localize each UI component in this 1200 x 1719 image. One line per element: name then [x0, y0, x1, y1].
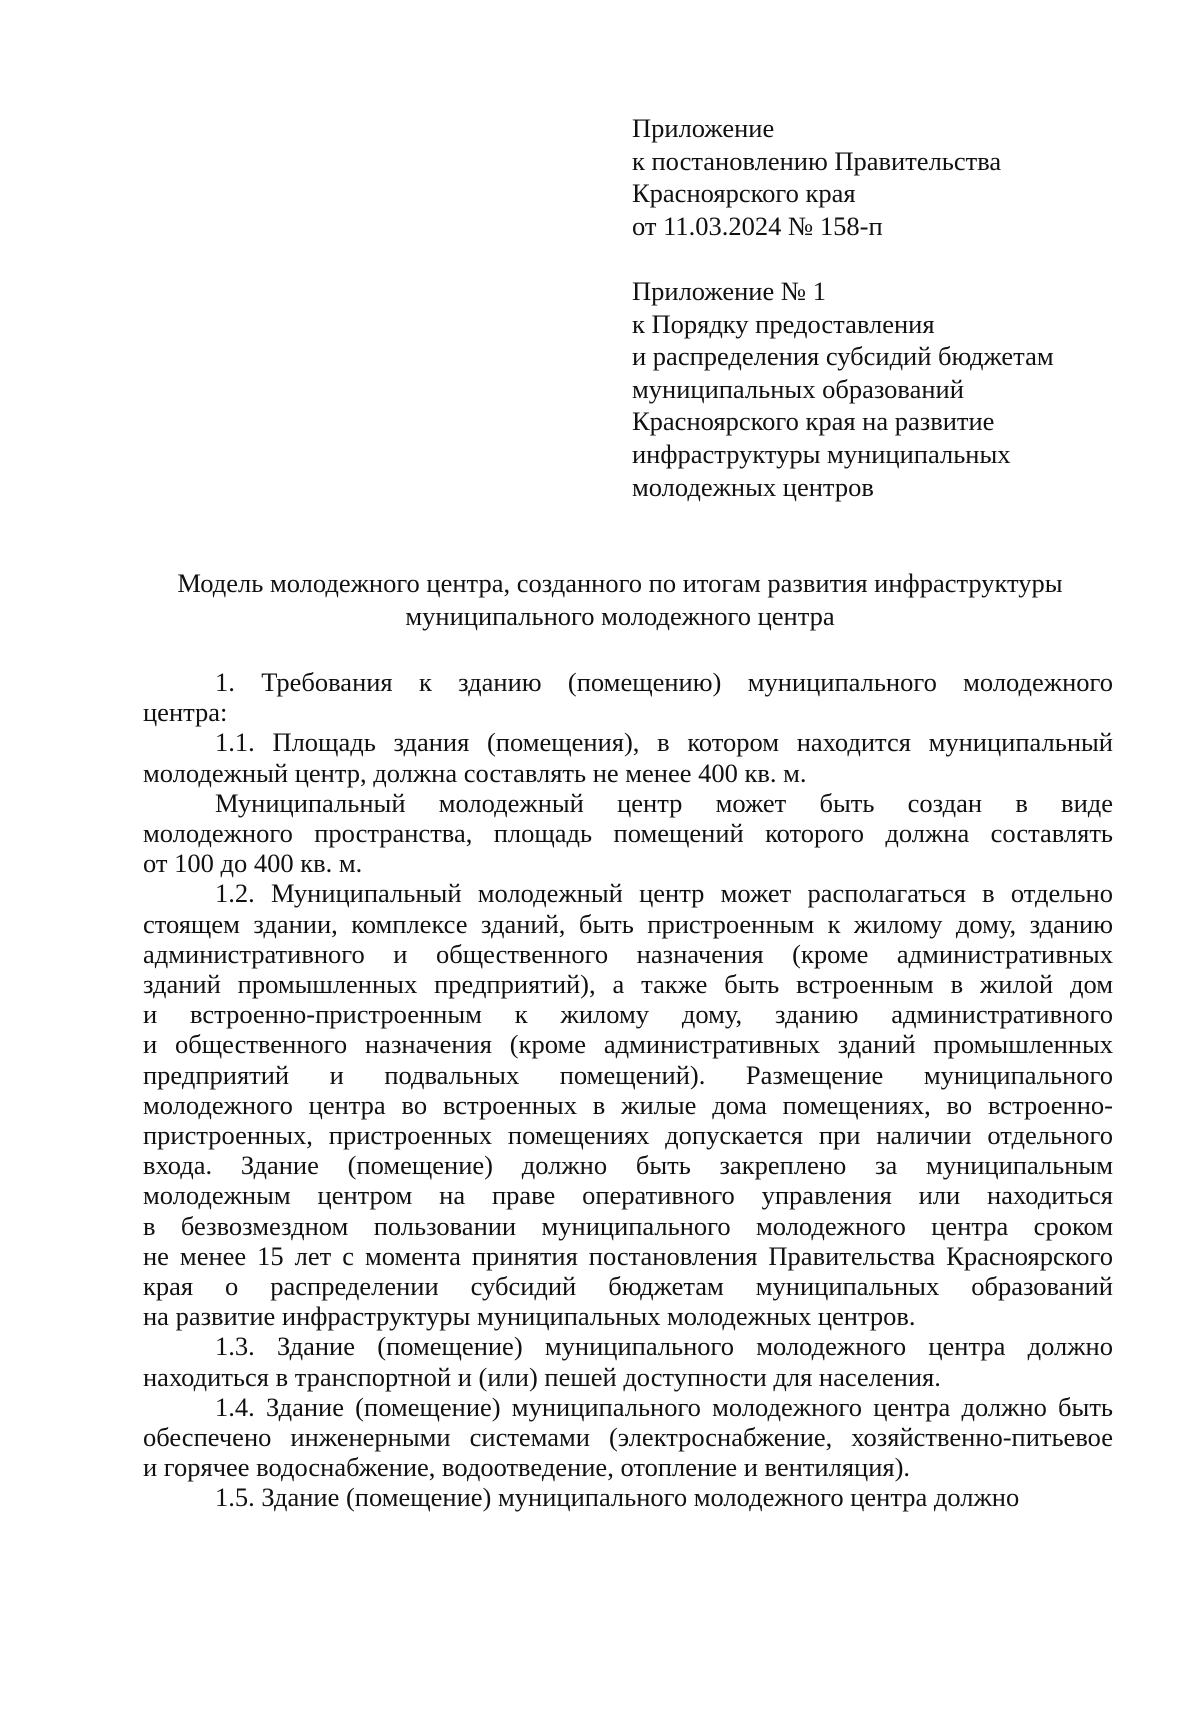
appendix-line: Красноярского края: [632, 178, 856, 209]
paragraph-line: не менее 15 лет с момента принятия постановления Правительства Красноярского: [143, 1240, 1113, 1271]
appendix-line: от 11.03.2024 № 158-п: [632, 210, 883, 241]
appendix-sub-line: молодежных центров: [632, 471, 874, 502]
paragraph: [143, 1482, 1113, 1512]
paragraph-line: молодежного центра во встроенных в жилые дома помещениях, во встроенно-: [143, 1089, 1113, 1120]
paragraph-line: зданий промышленных предприятий), а также быть встроенным в жилой дом: [143, 969, 1113, 1000]
paragraph: [143, 878, 1113, 1331]
paragraph-line: от 100 до 400 кв. м.: [143, 848, 363, 879]
paragraph-line: пристроенных, пристроенных помещениях допускается при наличии отдельного: [143, 1120, 1113, 1151]
paragraph-line: входа. Здание (помещение) должно быть закреплено за муниципальным: [143, 1150, 1113, 1181]
appendix-line: к постановлению Правительства: [632, 145, 1002, 176]
appendix-line: Приложение: [632, 113, 775, 143]
paragraph-line: молодежный центр, должна составлять не менее 400 кв. м.: [143, 757, 807, 788]
paragraph: [143, 1392, 1113, 1483]
paragraph-line: на развитие инфраструктуры муниципальных молодежных центров.: [143, 1301, 916, 1332]
paragraph-line: предприятий и подвальных помещений). Размещение муниципального: [143, 1059, 1113, 1090]
paragraph-line: центра:: [143, 697, 228, 728]
paragraph: [143, 788, 1113, 879]
paragraph-line: Муниципальный молодежный центр может быть создан в виде: [215, 787, 1113, 818]
paragraph-line: 1.2. Муниципальный молодежный центр может располагаться в отдельно: [215, 878, 1113, 909]
paragraph-line: 1.5. Здание (помещение) муниципального молодежного центра должно: [215, 1482, 1020, 1513]
appendix-header: [632, 112, 1001, 242]
paragraph-line: края о распределении субсидий бюджетам муниципальных образований: [143, 1271, 1113, 1302]
appendix-subheader: [632, 275, 1054, 503]
paragraph-line: и горячее водоснабжение, водоотведение, отопление и вентиляция).: [143, 1452, 911, 1483]
appendix-sub-line: Приложение № 1: [632, 276, 827, 306]
paragraph-line: в безвозмездном пользовании муниципального молодежного центра сроком: [143, 1210, 1113, 1241]
document-title: [140, 567, 1100, 633]
document-body: [143, 667, 1113, 1513]
paragraph-line: и встроенно-пристроенным к жилому дому, зданию административного: [143, 999, 1113, 1030]
paragraph: [143, 1331, 1113, 1391]
appendix-sub-line: к Порядку предоставления: [632, 308, 935, 339]
title-line: Модель молодежного центра, созданного по итогам развития инфраструктуры: [177, 568, 1063, 598]
paragraph-line: и общественного назначения (кроме административных зданий промышленных: [143, 1029, 1113, 1060]
appendix-sub-line: и распределения субсидий бюджетам: [632, 341, 1054, 372]
paragraph-line: 1.1. Площадь здания (помещения), в котором находится муниципальный: [215, 727, 1113, 758]
paragraph-line: находиться в транспортной и (или) пешей доступности для населения.: [143, 1361, 941, 1392]
paragraph-line: административного и общественного назначения (кроме административных: [143, 938, 1113, 969]
paragraph-line: молодежным центром на праве оперативного управления или находиться: [143, 1180, 1113, 1211]
title-line: муниципального молодежного центра: [405, 601, 835, 631]
paragraph-line: 1.4. Здание (помещение) муниципального молодежного центра должно быть: [215, 1391, 1113, 1422]
paragraph-line: стоящем здании, комплексе зданий, быть пристроенным к жилому дому, зданию: [143, 908, 1113, 939]
paragraph-line: 1. Требования к зданию (помещению) муниципального молодежного: [215, 667, 1113, 697]
paragraph-line: молодежного пространства, площадь помещений которого должна составлять: [143, 818, 1113, 849]
paragraph-line: 1.3. Здание (помещение) муниципального молодежного центра должно: [215, 1331, 1113, 1362]
paragraph-line: обеспечено инженерными системами (электроснабжение, хозяйственно-питьевое: [143, 1422, 1113, 1453]
paragraph: [143, 727, 1113, 787]
appendix-sub-line: инфраструктуры муниципальных: [632, 438, 1011, 469]
paragraph: [143, 667, 1113, 727]
appendix-sub-line: Красноярского края на развитие: [632, 406, 995, 437]
appendix-sub-line: муниципальных образований: [632, 373, 964, 404]
